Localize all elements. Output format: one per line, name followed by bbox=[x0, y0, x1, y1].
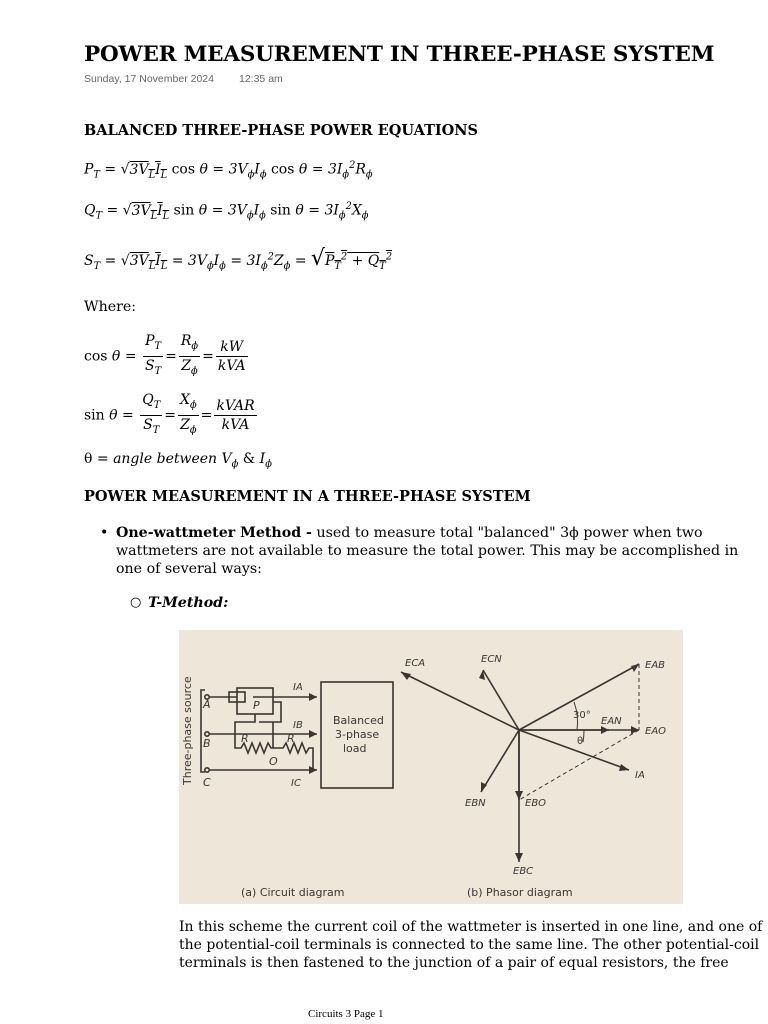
caption-circuit: (a) Circuit diagram bbox=[241, 886, 345, 899]
bullet-text: used to measure total "balanced" 3ϕ power when two wattmeters are not available to measure the total power. This may be accomplished in one of several ways: bbox=[116, 525, 739, 577]
equation-real-power: $P_T = √3V_LI_L$ $\cos \theta = 3V_\phi I_\phi$ $\cos \theta = 3I_\phi^2R_\phi$ bbox=[84, 160, 373, 181]
equation-apparent-power: $S_T = √3V_LI_L = 3V_\phi I_\phi = 3I_\phi^2Z_\phi = √P_T^2 + Q_T^2$ bbox=[84, 246, 393, 272]
equation-cos-theta: cos θ = $\frac{P_T}{S_T}$ = $\frac{R_\phi}{Z_\phi}$ = $\frac{kW}{\text{kVA}}$ bbox=[84, 333, 246, 377]
resistor-label-1: R bbox=[241, 732, 249, 745]
page-time: 12:35 am bbox=[239, 73, 283, 85]
phasor-eao: EAO bbox=[645, 726, 667, 737]
t-method-paragraph: In this scheme the current coil of the wattmeter is inserted in one line, and one of the potential-coil terminals is connected to the same line. The other potential-coil terminals is then fastened to the junction of a pair of equal resistors, the free bbox=[179, 919, 763, 971]
figure-t-method bbox=[179, 630, 683, 904]
bullet-bold-label: One-wattmeter Method - bbox=[116, 525, 312, 541]
phasor-ebo: EBO bbox=[525, 798, 547, 809]
phasor-ia: IA bbox=[635, 770, 645, 781]
phasor-ebn: EBN bbox=[465, 798, 486, 809]
phasor-ecn: ECN bbox=[481, 654, 502, 665]
where-label: Where: bbox=[84, 299, 137, 315]
theta-desc: angle between bbox=[113, 451, 218, 467]
theta-prefix: θ = bbox=[84, 451, 114, 467]
bullet-one-wattmeter bbox=[116, 524, 746, 578]
terminal-b: B bbox=[203, 737, 211, 750]
load-line-1: Balanced bbox=[333, 714, 384, 727]
sub-bullet-circle: ○ bbox=[130, 595, 142, 610]
theta-definition: θ = angle between $V_\phi$ & $I_\phi$ bbox=[84, 451, 272, 470]
resistor-label-2: R bbox=[287, 732, 295, 745]
equation-reactive-power: $Q_T = √3V_LI_L$ $\sin \theta = 3V_\phi I_\phi$ $\sin \theta = 3I_\phi^2X_\phi$ bbox=[84, 201, 369, 222]
current-ib: IB bbox=[293, 720, 303, 731]
section-heading-measurement: POWER MEASUREMENT IN A THREE-PHASE SYSTEM bbox=[84, 488, 531, 505]
phasor-eab: EAB bbox=[645, 660, 666, 671]
load-line-3: load bbox=[343, 742, 367, 755]
equation-sin-theta: sin θ = $\frac{Q_T}{S_T}$ = $\frac{X_\phi}{Z_\phi}$ = $\frac{\text{kVAR}}{\text{kVA}}$ bbox=[84, 392, 255, 436]
phasor-ebc: EBC bbox=[513, 866, 534, 877]
load-line-2: 3-phase bbox=[335, 728, 380, 741]
current-ia: IA bbox=[293, 682, 303, 693]
phasor-eca: ECA bbox=[405, 658, 426, 669]
page-footer: Circuits 3 Page 1 bbox=[308, 1008, 384, 1020]
phasor-ean: EAN bbox=[601, 716, 622, 727]
caption-phasor: (b) Phasor diagram bbox=[467, 886, 573, 899]
current-ic: IC bbox=[291, 778, 301, 789]
section-heading-equations: BALANCED THREE-PHASE POWER EQUATIONS bbox=[84, 122, 479, 139]
figure-background bbox=[179, 630, 683, 904]
angle-30: 30° bbox=[573, 710, 591, 721]
terminal-a: A bbox=[203, 698, 211, 711]
bullet-dot: • bbox=[100, 525, 109, 541]
meter-label: P bbox=[253, 699, 260, 712]
page-title: POWER MEASUREMENT IN THREE-PHASE SYSTEM bbox=[84, 42, 715, 67]
source-label: Three-phase source bbox=[181, 676, 194, 785]
page-date: Sunday, 17 November 2024 bbox=[84, 73, 214, 85]
angle-theta: θ bbox=[577, 736, 584, 747]
sub-bullet-t-method: T-Method: bbox=[148, 595, 229, 611]
terminal-c: C bbox=[203, 776, 211, 789]
junction-label: O bbox=[269, 755, 278, 768]
